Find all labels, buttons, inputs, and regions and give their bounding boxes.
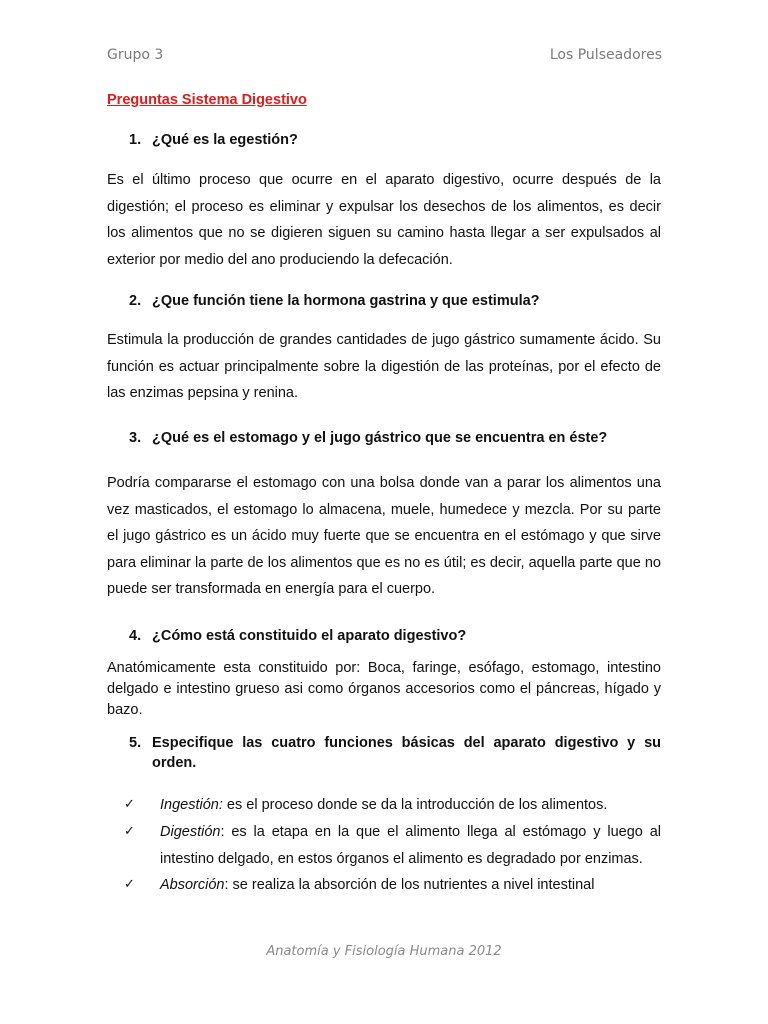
question-text: ¿Qué es el estomago y el jugo gástrico que se encuentra en éste? bbox=[152, 430, 608, 446]
question-text: Especifique las cuatro funciones básicas del aparato digestivo y su orden. bbox=[152, 735, 661, 771]
function-description: es el proceso donde se da la introducción de los alimentos. bbox=[222, 797, 608, 813]
checkmark-icon: ✓ bbox=[124, 797, 135, 812]
list-item bbox=[107, 819, 661, 873]
question-number: 5. bbox=[129, 735, 142, 751]
function-term: Absorción bbox=[160, 877, 225, 894]
answer-3: Podría compararse el estomago con una bolsa donde van a parar los alimentos una vez masticados, el estomago lo almacena, muele, humedece y mezcla. Por su parte el jugo gástrico es un ácido muy fuerte que se encuentra en el estómago y que sirve para eliminar la parte de los alimentos que es no es útil; es decir, aquella parte que no puede ser transformada en energía para el cuerpo. bbox=[107, 475, 661, 597]
answer-2: Estimula la producción de grandes cantidades de jugo gástrico sumamente ácido. Su función es actuar principalmente sobre la digestión de las proteínas, por el efecto de las enzimas pepsina y renina. bbox=[107, 332, 661, 401]
function-term: Ingestión: bbox=[160, 797, 223, 813]
answer-1: Es el último proceso que ocurre en el aparato digestivo, ocurre después de la digestión; el proceso es eliminar y expulsar los desechos de los alimentos, es decir los alimentos que no se digieren siguen su camino hasta llegar a ser expulsados al exterior por medio del ano produciendo la defecación. bbox=[107, 172, 661, 268]
question-number: 3. bbox=[129, 430, 142, 446]
header-group: Grupo 3 bbox=[107, 47, 164, 63]
list-item bbox=[107, 792, 661, 819]
question-text: ¿Qué es la egestión? bbox=[152, 132, 298, 148]
question-text: ¿Que función tiene la hormona gastrina y que estimula? bbox=[152, 293, 540, 309]
question-number: 2. bbox=[129, 293, 142, 309]
page-footer: Anatomía y Fisiología Humana 2012 bbox=[266, 944, 502, 959]
checkmark-icon: ✓ bbox=[124, 823, 135, 839]
answer-4: Anatómicamente esta constituido por: Boca, faringe, esófago, estomago, intestino delgado e intestino grueso asi como órganos accesorios como el páncreas, hígado y bazo. bbox=[107, 660, 661, 718]
function-term: Digestión bbox=[160, 823, 221, 840]
question-2 bbox=[129, 291, 661, 311]
question-1 bbox=[129, 130, 661, 150]
question-number: 4. bbox=[129, 628, 142, 644]
question-5 bbox=[129, 733, 661, 773]
function-description: : es la etapa en la que el alimento llega al estómago y luego al intestino delgado, en estos órganos el alimento es degradado por enzimas. bbox=[160, 823, 661, 867]
checkmark-icon: ✓ bbox=[124, 877, 135, 893]
question-3 bbox=[129, 428, 661, 448]
header-team-name: Los Pulseadores bbox=[549, 47, 662, 63]
digestive-functions-list bbox=[107, 792, 661, 899]
function-description: : se realiza la absorción de los nutrientes a nivel intestinal bbox=[224, 877, 595, 894]
question-4 bbox=[129, 626, 661, 646]
list-item bbox=[107, 872, 661, 899]
question-number: 1. bbox=[129, 132, 142, 148]
document-title: Preguntas Sistema Digestivo bbox=[107, 92, 307, 108]
question-text: ¿Cómo está constituido el aparato digestivo? bbox=[152, 628, 467, 644]
